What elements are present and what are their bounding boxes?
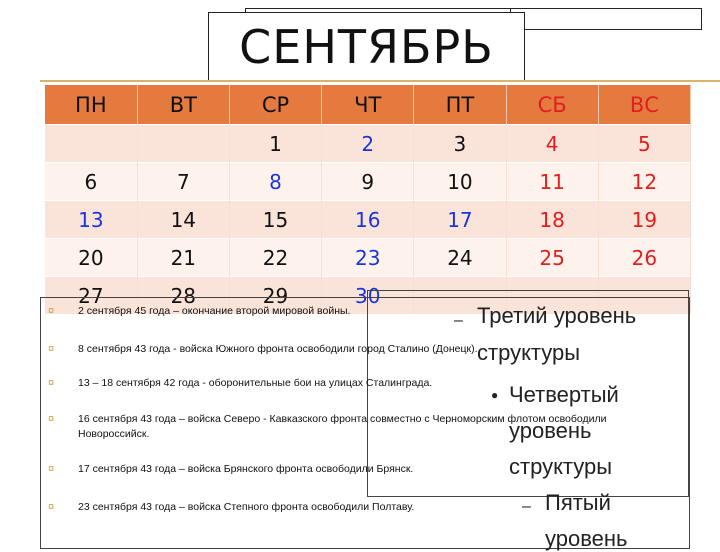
outline-dash: –: [522, 498, 531, 515]
top-frame-right: [510, 8, 702, 30]
calendar-day-cell: 11: [506, 163, 598, 201]
note-date: 16 сентября 43 года: [78, 413, 177, 425]
calendar-day-cell: 6: [45, 163, 137, 201]
weekday-header: ВС: [598, 85, 690, 125]
calendar-day-cell: 14: [137, 201, 229, 239]
outline-level3-cont: структуры: [477, 340, 581, 365]
note-date: 13 – 18 сентября 42 года: [78, 377, 200, 389]
calendar-day-cell: 18: [506, 201, 598, 239]
calendar-day-cell: 2: [322, 125, 414, 163]
outline-level4-cont2: структуры: [509, 454, 613, 479]
note-date: 2 сентября 45 года: [78, 305, 171, 317]
calendar-week-row: [45, 163, 691, 201]
calendar-week-row: [45, 239, 691, 277]
calendar-day-cell: 28: [137, 277, 229, 315]
outline-level4-cont: уровень: [509, 418, 592, 443]
calendar-day-cell: [45, 125, 137, 163]
note-text: – окончание второй мировой войны.: [170, 305, 351, 317]
calendar-day-cell: 10: [414, 163, 506, 201]
note-text: - оборонительные бои на улицах Сталинграда.: [199, 377, 433, 389]
calendar-day-cell: 24: [414, 239, 506, 277]
calendar-day-cell: 17: [414, 201, 506, 239]
outline-level5: Пятый: [545, 490, 611, 515]
weekday-header: ПН: [45, 85, 137, 125]
calendar-day-cell: 13: [45, 201, 137, 239]
weekday-header: ЧТ: [322, 85, 414, 125]
calendar-day-cell: 3: [414, 125, 506, 163]
calendar-week-row: [45, 125, 691, 163]
bullet-icon: ¤: [48, 343, 55, 355]
calendar-day-cell: 4: [506, 125, 598, 163]
calendar-day-cell: 30: [322, 277, 414, 315]
title-divider: [40, 80, 720, 82]
calendar-table: [45, 85, 691, 314]
note-date: 23 сентября 43 года: [78, 501, 177, 513]
note-date: 17 сентября 43 года: [78, 463, 177, 475]
note-text: - войска Южного фронта освободили город Сталино (Донецк).: [170, 343, 478, 355]
calendar-day-cell: [137, 125, 229, 163]
outline-level5-cont: уровень: [545, 526, 628, 551]
calendar-day-cell: 5: [598, 125, 690, 163]
outline-level3: Третий уровень: [477, 303, 637, 328]
note-date: 8 сентября 43 года: [78, 343, 171, 355]
calendar-day-cell: 27: [45, 277, 137, 315]
note-text: – войска Брянского фронта освободили Брянск.: [176, 463, 414, 475]
bullet-icon: ¤: [48, 501, 55, 513]
calendar-day-cell: 26: [598, 239, 690, 277]
calendar-day-cell: 22: [229, 239, 321, 277]
outline-level4: Четвертый: [509, 382, 619, 407]
calendar-day-cell: 1: [229, 125, 321, 163]
page-title: СЕНТЯБРЬ: [208, 12, 525, 82]
calendar-day-cell: 7: [137, 163, 229, 201]
weekday-header: СБ: [506, 85, 598, 125]
calendar-day-cell: 15: [229, 201, 321, 239]
outline-bullet: ●: [491, 388, 499, 402]
bullet-icon: ¤: [48, 305, 55, 317]
calendar-day-cell: 23: [322, 239, 414, 277]
weekday-header: ВТ: [137, 85, 229, 125]
calendar-day-cell: 19: [598, 201, 690, 239]
calendar-week-row: [45, 201, 691, 239]
bullet-icon: ¤: [48, 413, 55, 425]
outline-dash: –: [454, 312, 463, 329]
bullet-icon: ¤: [48, 463, 55, 475]
calendar-day-cell: 25: [506, 239, 598, 277]
calendar-day-cell: 9: [322, 163, 414, 201]
note-text: – войска Степного фронта освободили Полтаву.: [176, 501, 415, 513]
calendar-day-cell: 12: [598, 163, 690, 201]
weekday-header: ПТ: [414, 85, 506, 125]
note-text: – войска Северо - Кавказского фронта совместно с Черноморским флотом освободили Новороссийск.: [78, 413, 607, 440]
calendar-day-cell: 16: [322, 201, 414, 239]
calendar-day-cell: 20: [45, 239, 137, 277]
bullet-icon: ¤: [48, 377, 55, 389]
weekday-header: СР: [229, 85, 321, 125]
calendar-day-cell: 21: [137, 239, 229, 277]
calendar-header-row: [45, 85, 691, 125]
calendar-day-cell: 29: [229, 277, 321, 315]
calendar-day-cell: 8: [229, 163, 321, 201]
